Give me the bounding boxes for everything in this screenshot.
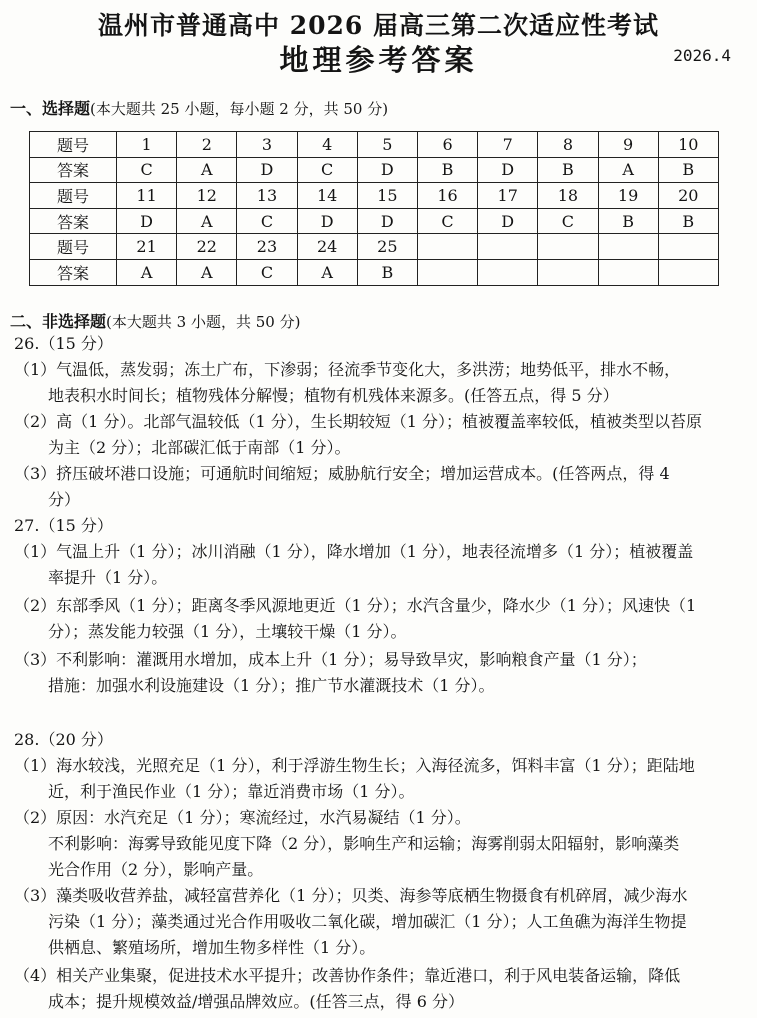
question-number — [478, 234, 538, 260]
section-1-title: 一、选择题 — [10, 99, 91, 118]
question-number: 12 — [177, 183, 237, 209]
answer-cell — [538, 259, 598, 285]
answer-table — [29, 131, 719, 286]
question-number: 16 — [417, 183, 477, 209]
answer-cell: A — [177, 208, 237, 234]
answer-cell: C — [297, 157, 357, 183]
answer-cell: D — [357, 157, 417, 183]
section-1-heading — [10, 96, 388, 119]
exam-title: 温州市普通高中 2026 届高三第二次适应性考试 — [98, 11, 659, 40]
question-number: 22 — [177, 234, 237, 260]
answer-cell: A — [177, 259, 237, 285]
question-number: 9 — [598, 132, 658, 158]
answer-cell: B — [658, 208, 718, 234]
question-number: 2 — [177, 132, 237, 158]
question-number: 24 — [297, 234, 357, 260]
answer-line: 光合作用（2 分），影响产量。 — [48, 860, 264, 879]
question-number: 18 — [538, 183, 598, 209]
answer-cell: A — [117, 259, 177, 285]
question-number: 7 — [478, 132, 538, 158]
answer-line: （2）高（1 分）。北部气温较低（1 分），生长期较短（1 分）；植被覆盖率较低，植被类型以苔原 — [14, 412, 702, 431]
answer-line: （1）气温上升（1 分）；冰川消融（1 分），降水增加（1 分），地表径流增多（1 分）；植被覆盖 — [14, 542, 694, 561]
answer-cell: B — [658, 157, 718, 183]
question-number: 20 — [658, 183, 718, 209]
answer-cell: C — [117, 157, 177, 183]
answer-line: 地表积水时间长；植物残体分解慢；植物有机残体来源多。(任答五点，得 5 分） — [48, 386, 619, 405]
question-number: 19 — [598, 183, 658, 209]
section-2-title: 二、非选择题 — [10, 312, 107, 331]
question-28-heading: 28.（20 分） — [14, 730, 113, 749]
answer-cell: B — [417, 157, 477, 183]
question-number: 4 — [297, 132, 357, 158]
question-number: 11 — [117, 183, 177, 209]
row-label-answer: 答案 — [30, 208, 117, 234]
number-row — [30, 132, 719, 158]
question-number: 14 — [297, 183, 357, 209]
number-row — [30, 234, 719, 260]
section-1-note: (本大题共 25 小题，每小题 2 分，共 50 分) — [90, 100, 389, 118]
answer-cell: D — [478, 208, 538, 234]
answer-line: （3）不利影响：灌溉用水增加，成本上升（1 分）；易导致旱灾，影响粮食产量（1 分）； — [14, 650, 647, 669]
answer-line: （1）海水较浅，光照充足（1 分），利于浮游生物生长；入海径流多，饵料丰富（1 分）；距陆地 — [14, 756, 695, 775]
answer-line: 分） — [48, 490, 81, 509]
answer-cell: C — [538, 208, 598, 234]
answer-cell: D — [297, 208, 357, 234]
answer-line: 成本；提升规模效益/增强品牌效应。(任答三点，得 6 分） — [48, 992, 464, 1011]
row-label-number: 题号 — [30, 132, 117, 158]
question-number: 17 — [478, 183, 538, 209]
question-number: 8 — [538, 132, 598, 158]
question-26-heading: 26.（15 分） — [14, 334, 113, 353]
answer-row — [30, 259, 719, 285]
question-number — [598, 234, 658, 260]
answer-line: （2）东部季风（1 分）；距离冬季风源地更近（1 分）；水汽含量少，降水少（1 分）；风速快（1 — [14, 596, 697, 615]
row-label-answer: 答案 — [30, 259, 117, 285]
question-number — [538, 234, 598, 260]
row-label-number: 题号 — [30, 183, 117, 209]
section-2-note: (本大题共 3 小题，共 50 分) — [106, 313, 301, 331]
answer-cell: A — [297, 259, 357, 285]
answer-line: 不利影响：海雾导致能见度下降（2 分），影响生产和运输；海雾削弱太阳辐射，影响藻类 — [48, 834, 680, 853]
question-number: 10 — [658, 132, 718, 158]
question-number: 5 — [357, 132, 417, 158]
question-number: 25 — [357, 234, 417, 260]
answer-line: 率提升（1 分）。 — [48, 568, 168, 587]
exam-date: 2026.4 — [673, 46, 731, 65]
answer-line: （3）藻类吸收营养盐，减轻富营养化（1 分）；贝类、海参等底栖生物摄食有机碎屑，减少海水 — [14, 886, 688, 905]
answer-line: 污染（1 分）；藻类通过光合作用吸收二氧化碳，增加碳汇（1 分）；人工鱼礁为海洋生物提 — [48, 912, 687, 931]
answer-line: 近，利于渔民作业（1 分）；靠近消费市场（1 分）。 — [48, 782, 415, 801]
question-number: 3 — [237, 132, 297, 158]
answer-cell: A — [598, 157, 658, 183]
answer-cell: D — [478, 157, 538, 183]
answer-cell — [598, 259, 658, 285]
answer-cell: C — [417, 208, 477, 234]
question-number — [658, 234, 718, 260]
answer-cell: D — [117, 208, 177, 234]
answer-line: （3）挤压破坏港口设施；可通航时间缩短；威胁航行安全；增加运营成本。(任答两点，得 4 — [14, 464, 670, 483]
section-2-heading — [10, 309, 300, 332]
row-label-answer: 答案 — [30, 157, 117, 183]
answer-line: （1）气温低，蒸发弱；冻土广布，下渗弱；径流季节变化大，多洪涝；地势低平，排水不畅， — [14, 360, 681, 379]
question-number: 21 — [117, 234, 177, 260]
document-title: 地理参考答案 — [279, 43, 478, 77]
answer-line: 为主（2 分）；北部碳汇低于南部（1 分）。 — [48, 438, 351, 457]
question-number — [417, 234, 477, 260]
question-number: 15 — [357, 183, 417, 209]
answer-cell: D — [357, 208, 417, 234]
answer-cell: C — [237, 259, 297, 285]
answer-cell: D — [237, 157, 297, 183]
answer-row — [30, 157, 719, 183]
answer-row — [30, 208, 719, 234]
answer-line: （4）相关产业集聚，促进技术水平提升；改善协作条件；靠近港口，利于风电装备运输，降低 — [14, 966, 681, 985]
answer-cell: B — [598, 208, 658, 234]
answer-cell: B — [357, 259, 417, 285]
answer-line: 措施：加强水利设施建设（1 分）；推广节水灌溉技术（1 分）。 — [48, 676, 495, 695]
answer-cell: A — [177, 157, 237, 183]
row-label-number: 题号 — [30, 234, 117, 260]
question-number: 6 — [417, 132, 477, 158]
answer-line: 供栖息、繁殖场所，增加生物多样性（1 分）。 — [48, 938, 376, 957]
answer-cell — [658, 259, 718, 285]
answer-cell — [417, 259, 477, 285]
question-number: 23 — [237, 234, 297, 260]
question-27-heading: 27.（15 分） — [14, 516, 113, 535]
answer-cell — [478, 259, 538, 285]
answer-line: 分）；蒸发能力较强（1 分），土壤较干燥（1 分）。 — [48, 622, 407, 641]
question-number: 13 — [237, 183, 297, 209]
answer-cell: C — [237, 208, 297, 234]
answer-line: （2）原因：水汽充足（1 分）；寒流经过，水汽易凝结（1 分）。 — [14, 808, 471, 827]
answer-cell: B — [538, 157, 598, 183]
number-row — [30, 183, 719, 209]
question-number: 1 — [117, 132, 177, 158]
